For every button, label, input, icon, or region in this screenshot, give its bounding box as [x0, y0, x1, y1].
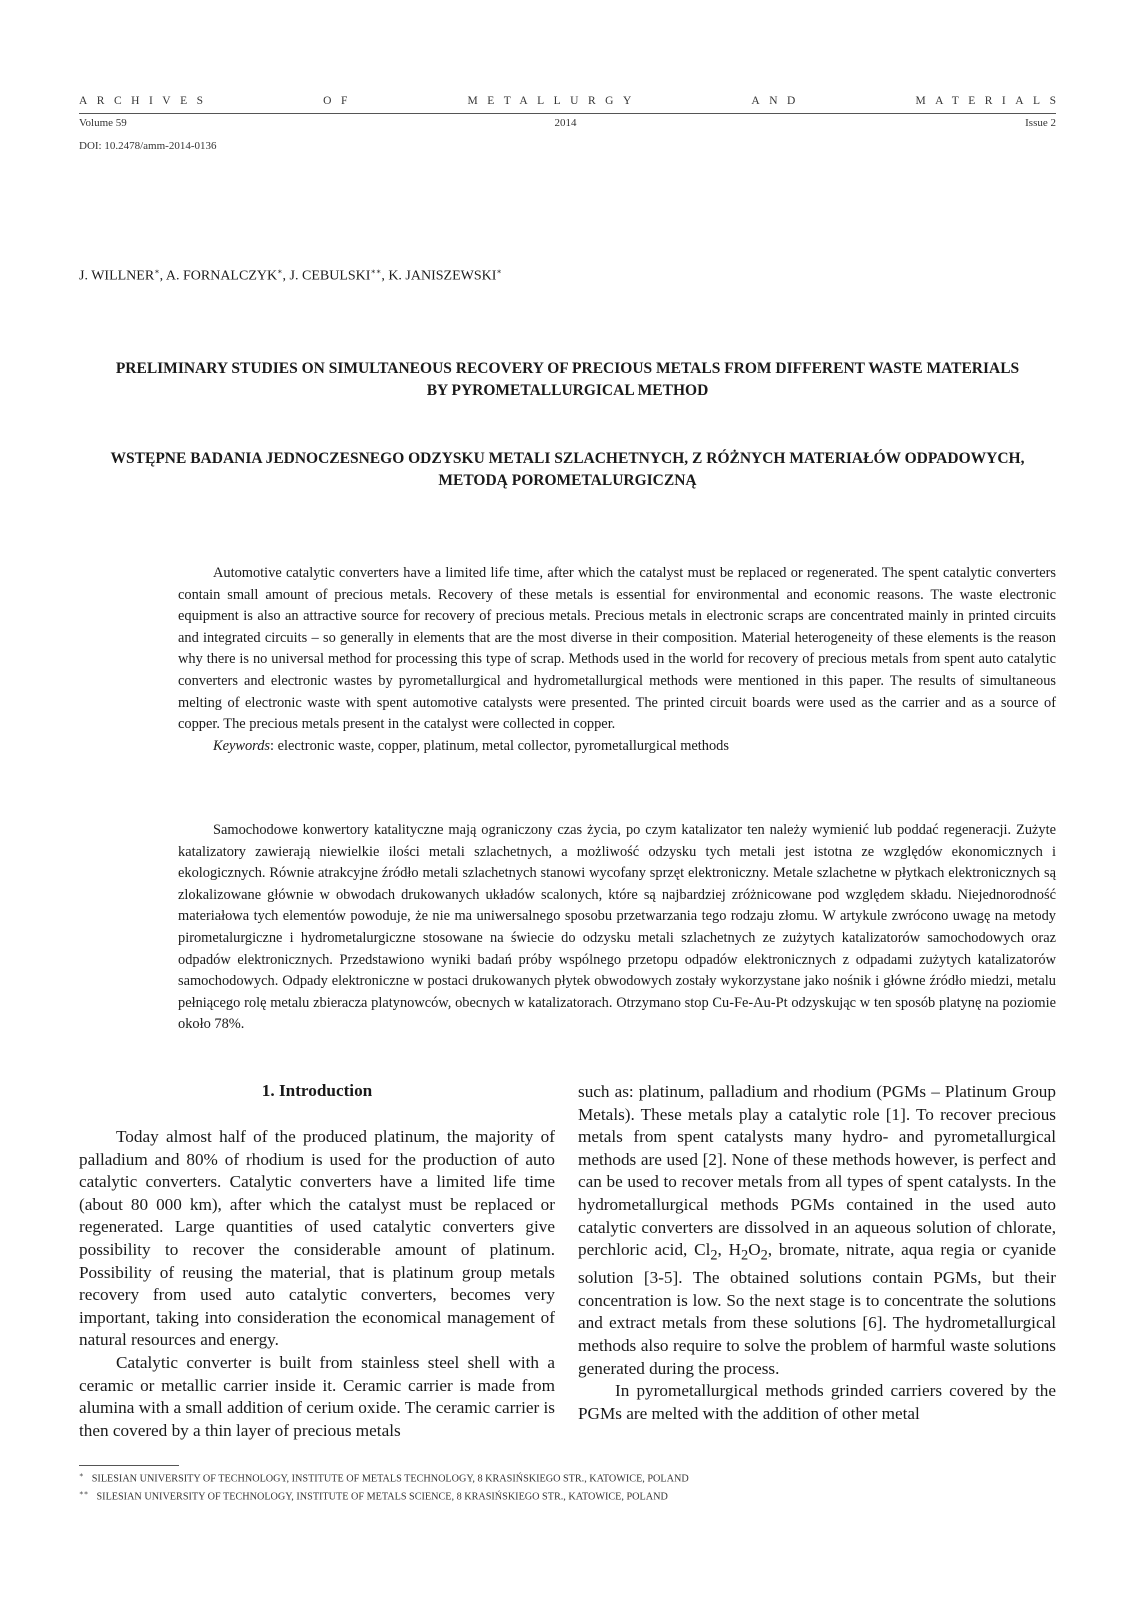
text-run: , bromate, nitrate, aqua regia or cyanide solution [3-5]. The obtained solutions contain PGMs, but their concentration is low. So the next stage is to concentrate the solutions and extract metals from these solutions [6]. The hydrometallurgical methods also require to solve the problem of harmful waste solutions generated during the process.	[578, 1240, 1057, 1378]
keywords	[178, 736, 1056, 758]
author-name: J. CEBULSKI	[289, 268, 371, 284]
footnote	[79, 1471, 689, 1484]
journal-word: OF	[323, 95, 357, 107]
title-line: PRELIMINARY STUDIES ON SIMULTANEOUS RECOVERY OF PRECIOUS METALS FROM DIFFERENT WASTE MATERIALS	[115, 360, 1020, 377]
abstract-text: Automotive catalytic converters have a limited life time, after which the catalyst must be replaced or regenerated. The spent catalytic converters contain small amount of precious metals. Recovery of these metals is essential for environmental and economic reasons. The waste electronic equipment is also an attractive source for recovery of precious metals. Precious metals in electronic scraps are concentrated mainly in printed circuits and integrated circuits – so generally in elements that are the most diverse in their composition. Material heterogeneity of these elements is the reason why there is no universal method for processing this type of scrap. Methods used in the world for recovery of precious metals from spent auto catalytic converters and electronic wastes by pyrometallurgical and hydrometallurgical methods were mentioned in this paper. The results of simultaneous melting of electronic waste with spent automotive catalysts were presented. The printed circuit boards were used as the carrier and as a source of copper. The precious metals present in the catalyst were collected in copper.	[178, 565, 1056, 733]
section-heading: 1. Introduction	[261, 1081, 373, 1100]
title-line: WSTĘPNE BADANIA JEDNOCZESNEGO ODZYSKU METALI SZLACHETNYCH, Z RÓŻNYCH MATERIAŁÓW ODPADOWYCH,	[110, 450, 1025, 467]
footnote-text: SILESIAN UNIVERSITY OF TECHNOLOGY, INSTITUTE OF METALS TECHNOLOGY, 8 KRASIŃSKIEGO STR., KATOWICE, POLAND	[91, 1473, 689, 1485]
footnote-mark: ∗∗	[79, 1489, 89, 1497]
year: 2014	[554, 117, 577, 129]
body-column-right	[578, 1081, 1056, 1425]
title-line: METODĄ POROMETALURGICZNĄ	[438, 472, 697, 489]
volume: Volume 59	[79, 117, 127, 129]
author-name: J. WILLNER	[79, 268, 155, 284]
title-english	[79, 358, 1056, 402]
body-paragraph: Today almost half of the produced platinum, the majority of palladium and 80% of rhodium is used for the production of auto catalytic converters. Catalytic converters have a limited life time (about 80 000 km), after which the catalyst must be replaced or regenerated. Large quantities of used catalytic converters give possibility to recover the considerable amount of platinum. Possibility of reusing the material, that is platinum group metals recovery from used auto catalytic converters, becomes very important, taking into consideration the economical management of natural resources and energy.	[79, 1127, 555, 1350]
body-paragraph	[578, 1081, 1056, 1380]
author-name: K. JANISZEWSKI	[388, 268, 497, 284]
journal-word: MATERIALS	[915, 95, 1066, 107]
issue: Issue 2	[1025, 117, 1056, 129]
affiliation-mark: ∗	[277, 267, 283, 276]
footnote-rule	[79, 1465, 179, 1466]
affiliation-mark: ∗	[496, 267, 502, 276]
footnote-mark: ∗	[79, 1471, 84, 1479]
abstract-text: Samochodowe konwertory katalityczne mają ograniczony czas życia, po czym katalizator ten należy wymienić lub poddać regeneracji. Zużyte katalizatory zawierają niewielkie ilości metali szlachetnych, a możliwość odzysku tych metali jest istotna ze względów ekonomicznych i ekologicznych. Równie atrakcyjne źródło metali szlachetnych stanowi wycofany sprzęt elektroniczny. Metale szlachetne w płytkach elektronicznych są zlokalizowane głównie w obwodach drukowanych układów scalonych, które są najbardziej zróżnicowane pod względem składu. Niejednorodność materiałowa tych elementów powoduje, że nie ma uniwersalnego sposobu przetwarzania tego rodzaju złomu. W artykule zwrócono uwagę na metody pirometalurgiczne i hydrometalurgiczne stosowane na świecie do odzysku metali szlachetnych ze zużytych katalizatorów samochodowych oraz odpadów elektronicznych. Przedstawiono wyniki badań próby wspólnego przetopu odpadów elektronicznych z odpadami zużytych katalizatorów samochodowych. Odpady elektroniczne w postaci drukowanych płytek obwodowych zostały wykorzystane jako nośnik i główne źródło miedzi, metalu pełniącego rolę metalu zbieracza platynowców, obecnych w katalizatorach. Otrzymano stop Cu-Fe-Au-Pt odzyskując w ten sposób platynę na poziomie około 78%.	[178, 822, 1056, 1033]
journal-word: ARCHIVES	[79, 95, 213, 107]
author-name: A. FORNALCZYK	[165, 268, 278, 284]
body-column-left	[79, 1126, 555, 1442]
title-polish	[79, 448, 1056, 492]
keywords-label: Keywords	[213, 737, 271, 754]
journal-word: AND	[751, 95, 805, 107]
affiliation-mark: ∗∗	[370, 267, 382, 276]
footnote	[79, 1489, 668, 1502]
journal-name	[79, 95, 1066, 109]
journal-word: METALLURGY	[467, 95, 641, 107]
doi: DOI: 10.2478/amm-2014-0136	[79, 140, 217, 152]
body-paragraph: In pyrometallurgical methods grinded carriers covered by the PGMs are melted with the addition of other metal	[578, 1381, 1056, 1423]
author-list: J. WILLNER∗, A. FORNALCZYK∗, J. CEBULSKI∗∗, K. JANISZEWSKI∗	[79, 267, 502, 284]
subscript: 2	[760, 1247, 768, 1264]
keywords-list: : electronic waste, copper, platinum, metal collector, pyrometallurgical methods	[270, 737, 729, 754]
abstract-english	[178, 563, 1056, 757]
title-line: BY PYROMETALLURGICAL METHOD	[426, 382, 709, 399]
subscript: 2	[710, 1247, 718, 1264]
body-paragraph: Catalytic converter is built from stainless steel shell with a ceramic or metallic carrier inside it. Ceramic carrier is made from alumina with a small addition of cerium oxide. The ceramic carrier is then covered by a thin layer of precious metals	[79, 1352, 555, 1440]
affiliation-mark: ∗	[154, 267, 160, 276]
header-rule	[79, 113, 1056, 114]
text-run: , H	[717, 1240, 742, 1260]
subscript: 2	[741, 1247, 749, 1264]
text-run: such as: platinum, palladium and rhodium (PGMs – Platinum Group Metals). These metals play a catalytic role [1]. To recover precious metals from spent catalysts many hydro- and pyrometallurgical methods are used [2]. None of these methods however, is perfect and can be used to recover metals from all types of spent catalysts. In the hydrometallurgical methods PGMs contained in the used auto catalytic converters are dissolved in an aqueous solution of chlorate, perchloric acid, Cl	[578, 1082, 1056, 1260]
abstract-polish	[178, 820, 1056, 1036]
text-run: O	[748, 1240, 761, 1260]
footnote-text: SILESIAN UNIVERSITY OF TECHNOLOGY, INSTITUTE OF METALS SCIENCE, 8 KRASIŃSKIEGO STR., KATOWICE, POLAND	[96, 1491, 668, 1503]
